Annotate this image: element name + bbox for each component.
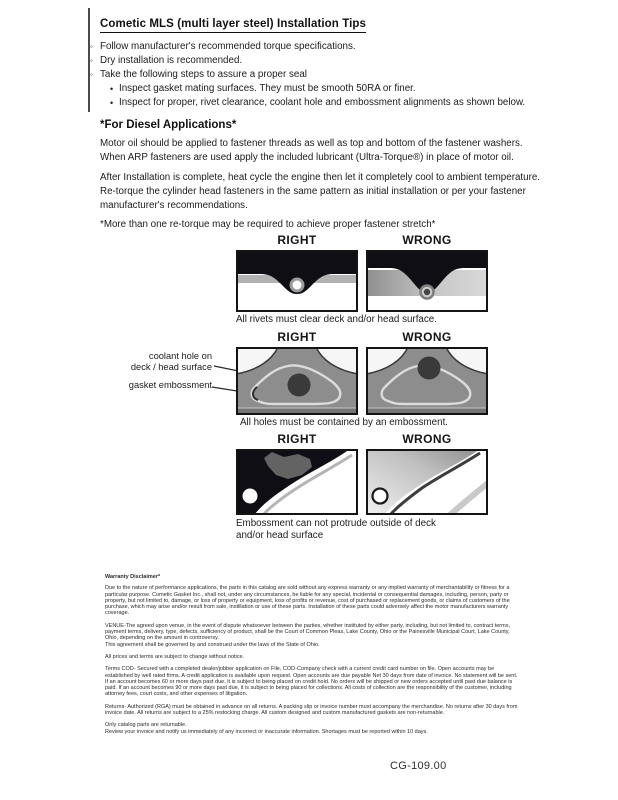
list-item [90, 68, 540, 82]
set3-caption [236, 518, 496, 541]
caption-line: and/or head surface [236, 529, 324, 541]
retorque-note: *More than one re-torque may be required to achieve proper fastener stretch* [100, 219, 436, 230]
list-item [110, 96, 540, 110]
open-bullet-icon: ◦ [90, 42, 93, 51]
list-item [110, 82, 540, 96]
diagram-set1-wrong-graphic [366, 250, 488, 312]
filled-bullet-icon: • [110, 84, 114, 94]
diesel-paragraph-2: After Installation is complete, heat cycle the engine then let it completely cool to ambient temperature. Re-torque the cylinder head fasteners in the same pattern as initial installation or per your fastener manufacturer's recommendations. [100, 172, 541, 211]
document-code: CG-109.00 [390, 760, 447, 772]
annotation-text: coolant hole on [148, 351, 212, 361]
wrong-label-set1: WRONG [402, 233, 452, 247]
diagram-set3-right-graphic [236, 449, 358, 515]
set2-caption: All holes must be contained by an embossment. [240, 417, 449, 428]
diesel-section-heading: *For Diesel Applications* [100, 119, 237, 131]
list-item-text: Inspect for proper, rivet clearance, coolant hole and embossment alignments as shown below. [119, 97, 526, 108]
returns-paragraph: Returns- Authorized (RGA) must be obtained in advance on all returns. A packing slip or invoice number must accompany the merchandise. No returns after 30 days from invoice date. All returns are subject to a 25% restocking charge. All custom designed and custom manufactured gaskets are non-returnable. [105, 703, 518, 717]
legal-fine-print [105, 574, 521, 741]
terms-paragraph: Terms COD- Secured with a completed dealer/jobber application on File, COD-Company check with a current credit card number on file. Open accounts may be established by well rated firms. A credit application is available upon request. Open accounts are due payable Net 30 days from date of invoice. No statement will be sent. If an account becomes 60 or more days past due, it is subject to being placed on credit hold. No orders will be shipped or new orders accepted until past due balance is paid. If an account becomes 90 or more days past due, it is subject to being placed for collections. All costs of collection are the responsibility of the customer, including attorney fees, court costs, and other expenses of litigation. [105, 666, 518, 698]
venue-paragraph: VENUE-The agreed upon venue, in the event of dispute whatsoever between the parties, whether instituted by either party, including, but not limited to, contract terms, payment terms, delivery, type, defects, sufficiency of product, shall be the Court of Common Pleas, Lake County, Ohio or the Painesville Municipal Court, Lake County, Ohio, depending on the amount in controversy. [105, 622, 510, 642]
review-paragraph: Review your invoice and notify us immediately of any incorrect or inaccurate information. Shortages must be reported within 10 days. [105, 728, 428, 735]
open-bullet-icon: ◦ [90, 56, 93, 65]
rivet-icon [291, 279, 303, 291]
right-label-set3: RIGHT [277, 432, 317, 446]
list-item-text: Take the following steps to assure a proper seal [100, 69, 307, 80]
prices-paragraph: All prices and terms are subject to change without notice. [105, 653, 245, 660]
coolant-hole [288, 374, 311, 397]
returnable-paragraph: Only catalog parts are returnable. [105, 722, 187, 729]
governed-paragraph: This agreement shall be governed by and construed under the laws of the State of Ohio. [105, 641, 320, 648]
bolt-hole [373, 489, 388, 504]
list-item-text: Follow manufacturer's recommended torque specifications. [100, 41, 356, 52]
installation-tips-list [90, 40, 540, 110]
filled-bullet-icon: • [110, 98, 114, 108]
list-item-text: Inspect gasket mating surfaces. They must be smooth 50RA or finer. [119, 83, 416, 94]
diesel-paragraph-1: Motor oil should be applied to fastener threads as well as top and bottom of the fastener washers. When ARP fasteners are used apply the included lubricant (Ultra-Torque®) in place of motor oil. [100, 138, 523, 163]
diagram-set2-wrong-graphic [366, 347, 488, 415]
diagram-set1-right-graphic [236, 250, 358, 312]
open-bullet-icon: ◦ [90, 70, 93, 79]
wrong-label-set2: WRONG [402, 330, 452, 344]
embossment-annotation: gasket embossment [128, 380, 212, 390]
bolt-hole [243, 489, 258, 504]
right-label-set2: RIGHT [277, 330, 317, 344]
coolant-hole-annotation [120, 351, 212, 372]
right-label-set1: RIGHT [277, 233, 317, 247]
diagram-set2-right-graphic [236, 347, 358, 415]
page-title: Cometic MLS (multi layer steel) Installation Tips [100, 18, 366, 33]
warranty-paragraph: Due to the nature of performance applications, the parts in this catalog are sold without any express warranty or any implied warranty of merchantability or fitness for a particular purpose. Cometic Gasket Inc., shall not, under any circumstances, be liable for any special, incidental or consequential damages, including, person, party or property, but not limited to, damage, or loss of property or equipment, loss of profits or revenue, cost of purchased or replacement goods, or claims of customers of the purchase, which may arise and/or result from sale, instillation or use of these parts. Installation of these parts could adversely affect the motor manufacturers warranty coverage. [105, 585, 510, 617]
list-item-text: Dry installation is recommended. [100, 55, 243, 66]
list-item [90, 54, 540, 68]
rivet-center [424, 289, 430, 295]
caption-line: Embossment can not protrude outside of deck [236, 518, 436, 529]
set1-caption: All rivets must clear deck and/or head surface. [236, 314, 437, 325]
diagram-set3-wrong-graphic [366, 449, 488, 515]
warranty-heading: Warranty Disclaimer* [105, 574, 161, 580]
coolant-hole [418, 357, 441, 380]
annotation-text: deck / head surface [130, 361, 212, 372]
list-item [90, 40, 540, 54]
wrong-label-set3: WRONG [402, 432, 452, 446]
